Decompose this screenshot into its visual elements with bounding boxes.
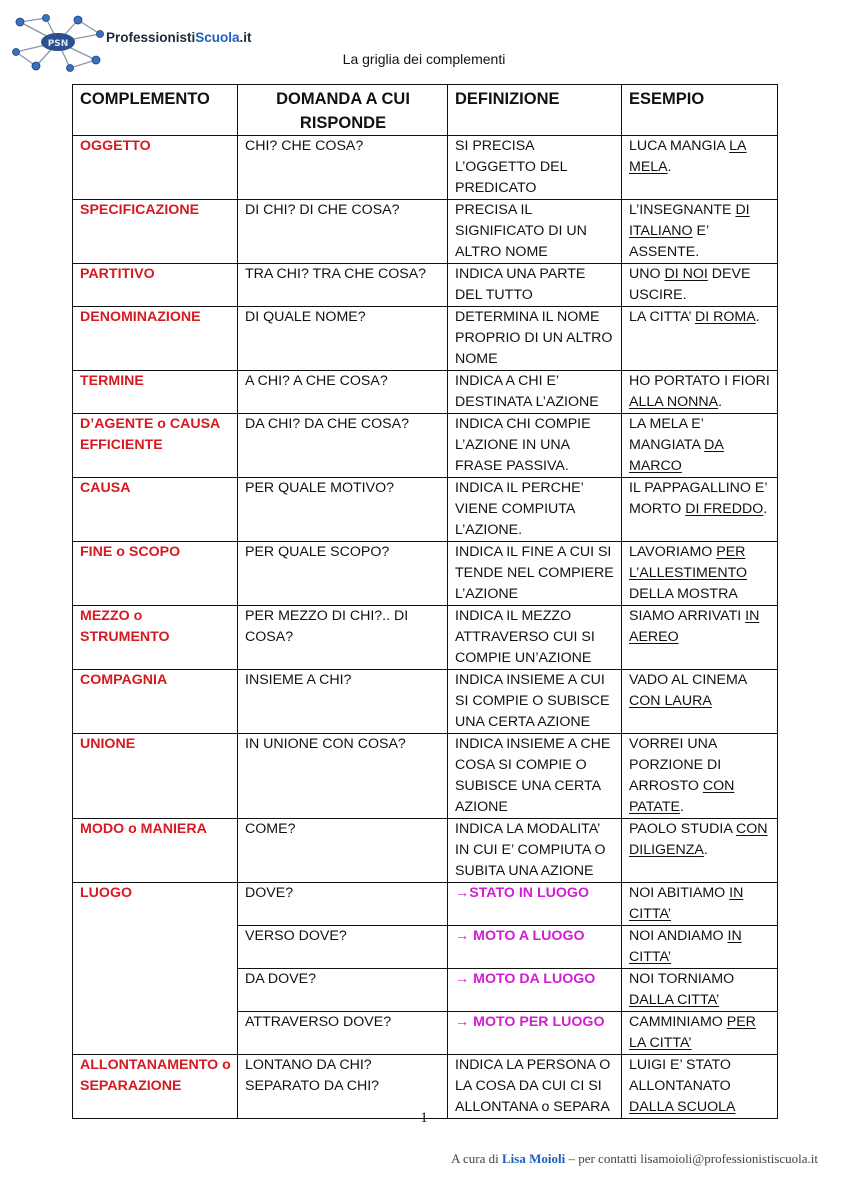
question-cell: INSIEME A CHI? — [238, 670, 448, 734]
complement-name: MODO o MANIERA — [73, 819, 238, 883]
complement-name: PARTITIVO — [73, 264, 238, 307]
example-cell: NOI TORNIAMO DALLA CITTA’ — [622, 969, 778, 1012]
question-cell: DOVE? — [238, 883, 448, 926]
table-header-row — [73, 85, 778, 136]
definition-cell: INDICA INSIEME A CHE COSA SI COMPIE O SUBISCE UNA CERTA AZIONE — [448, 734, 622, 819]
column-header-domanda: DOMANDA A CUI RISPONDE — [238, 85, 448, 136]
question-cell: PER QUALE MOTIVO? — [238, 478, 448, 542]
table-row — [73, 1055, 778, 1119]
example-cell: LA MELA E’ MANGIATA DA MARCO — [622, 414, 778, 478]
column-header-esempio: ESEMPIO — [622, 85, 778, 136]
question-cell: DI QUALE NOME? — [238, 307, 448, 371]
complement-name: OGGETTO — [73, 136, 238, 200]
example-cell: SIAMO ARRIVATI IN AEREO — [622, 606, 778, 670]
definition-cell: SI PRECISA L’OGGETTO DEL PREDICATO — [448, 136, 622, 200]
question-cell: DA DOVE? — [238, 969, 448, 1012]
question-cell: IN UNIONE CON COSA? — [238, 734, 448, 819]
table-row — [73, 606, 778, 670]
table-row — [73, 819, 778, 883]
definition-cell: PRECISA IL SIGNIFICATO DI UN ALTRO NOME — [448, 200, 622, 264]
underlined-complement: DI ITALIANO — [629, 202, 750, 239]
table-row — [73, 414, 778, 478]
definition-cell: INDICA LA PERSONA O LA COSA DA CUI CI SI ALLONTANA o SEPARA — [448, 1055, 622, 1119]
example-cell: LA CITTA’ DI ROMA. — [622, 307, 778, 371]
column-header-complemento: COMPLEMENTO — [73, 85, 238, 136]
underlined-complement: CON PATATE — [629, 778, 735, 815]
definition-cell: → MOTO A LUOGO — [448, 926, 622, 969]
complement-name: FINE o SCOPO — [73, 542, 238, 606]
table-row — [73, 478, 778, 542]
example-cell: LUCA MANGIA LA MELA. — [622, 136, 778, 200]
table-row — [73, 542, 778, 606]
complement-name: DENOMINAZIONE — [73, 307, 238, 371]
underlined-complement: CON DILIGENZA — [629, 821, 768, 858]
example-cell: LUIGI E’ STATO ALLONTANATO DALLA SCUOLA — [622, 1055, 778, 1119]
example-cell: NOI ANDIAMO IN CITTA’ — [622, 926, 778, 969]
question-cell: LONTANO DA CHI? SEPARATO DA CHI? — [238, 1055, 448, 1119]
complement-name: CAUSA — [73, 478, 238, 542]
underlined-complement: CON LAURA — [629, 693, 712, 709]
example-cell: IL PAPPAGALLINO E’ MORTO DI FREDDO. — [622, 478, 778, 542]
example-cell: LAVORIAMO PER L’ALLESTIMENTO DELLA MOSTRA — [622, 542, 778, 606]
svg-text:PSN: PSN — [47, 39, 69, 49]
definition-cell: INDICA CHI COMPIE L’AZIONE IN UNA FRASE PASSIVA. — [448, 414, 622, 478]
question-cell: PER QUALE SCOPO? — [238, 542, 448, 606]
underlined-complement: DI NOI — [664, 266, 708, 282]
definition-cell: INDICA IL PERCHE’ VIENE COMPIUTA L’AZIONE. — [448, 478, 622, 542]
question-cell: VERSO DOVE? — [238, 926, 448, 969]
column-header-definizione: DEFINIZIONE — [448, 85, 622, 136]
question-cell: CHI? CHE COSA? — [238, 136, 448, 200]
table-row — [73, 307, 778, 371]
complement-name: D’AGENTE o CAUSA EFFICIENTE — [73, 414, 238, 478]
underlined-complement: DI FREDDO — [685, 501, 764, 517]
complement-name: SPECIFICAZIONE — [73, 200, 238, 264]
underlined-complement: PER L’ALLESTIMENTO — [629, 544, 748, 581]
definition-cell: →STATO IN LUOGO — [448, 883, 622, 926]
table-row — [73, 670, 778, 734]
table-row — [73, 883, 778, 926]
underlined-complement: IN AEREO — [629, 608, 760, 645]
table-row — [73, 200, 778, 264]
definition-cell: INDICA INSIEME A CUI SI COMPIE O SUBISCE UNA CERTA AZIONE — [448, 670, 622, 734]
complement-name: COMPAGNIA — [73, 670, 238, 734]
definition-cell: → MOTO PER LUOGO — [448, 1012, 622, 1055]
example-cell: CAMMINIAMO PER LA CITTA’ — [622, 1012, 778, 1055]
underlined-complement: IN CITTA’ — [629, 885, 744, 922]
footer-author: Lisa Moioli — [502, 1151, 566, 1166]
underlined-complement: LA MELA — [629, 138, 747, 175]
underlined-complement: DALLA CITTA’ — [629, 992, 720, 1008]
question-cell: DA CHI? DA CHE COSA? — [238, 414, 448, 478]
example-cell: UNO DI NOI DEVE USCIRE. — [622, 264, 778, 307]
page-number: 1 — [420, 1110, 428, 1126]
table-row — [73, 136, 778, 200]
underlined-complement: PER LA CITTA’ — [629, 1014, 756, 1051]
definition-cell: INDICA IL MEZZO ATTRAVERSO CUI SI COMPIE UN’AZIONE — [448, 606, 622, 670]
table-row — [73, 371, 778, 414]
complement-name: TERMINE — [73, 371, 238, 414]
definition-cell: INDICA LA MODALITA’ IN CUI E’ COMPIUTA O SUBITA UNA AZIONE — [448, 819, 622, 883]
question-cell: PER MEZZO DI CHI?.. DI COSA? — [238, 606, 448, 670]
complements-table — [72, 84, 778, 1119]
definition-cell: INDICA A CHI E’ DESTINATA L’AZIONE — [448, 371, 622, 414]
question-cell: TRA CHI? TRA CHE COSA? — [238, 264, 448, 307]
question-cell: ATTRAVERSO DOVE? — [238, 1012, 448, 1055]
question-cell: A CHI? A CHE COSA? — [238, 371, 448, 414]
table-row — [73, 734, 778, 819]
question-cell: DI CHI? DI CHE COSA? — [238, 200, 448, 264]
complement-name: UNIONE — [73, 734, 238, 819]
example-cell: HO PORTATO I FIORI ALLA NONNA. — [622, 371, 778, 414]
example-cell: VORREI UNA PORZIONE DI ARROSTO CON PATATE. — [622, 734, 778, 819]
definition-cell: INDICA UNA PARTE DEL TUTTO — [448, 264, 622, 307]
underlined-complement: ALLA NONNA — [629, 394, 719, 410]
definition-cell: INDICA IL FINE A CUI SI TENDE NEL COMPIERE L’AZIONE — [448, 542, 622, 606]
example-cell: PAOLO STUDIA CON DILIGENZA. — [622, 819, 778, 883]
question-cell: COME? — [238, 819, 448, 883]
underlined-complement: IN CITTA’ — [629, 928, 742, 965]
example-cell: L’INSEGNANTE DI ITALIANO E’ ASSENTE. — [622, 200, 778, 264]
example-cell: NOI ABITIAMO IN CITTA’ — [622, 883, 778, 926]
underlined-complement: DI ROMA — [694, 309, 756, 325]
complement-name: LUOGO — [73, 883, 238, 1055]
underlined-complement: DALLA SCUOLA — [629, 1099, 736, 1115]
site-logo-text: ProfessionistiScuola.it — [106, 30, 252, 45]
table-row — [73, 264, 778, 307]
complement-name: ALLONTANAMENTO o SEPARAZIONE — [73, 1055, 238, 1119]
underlined-complement: DA MARCO — [629, 437, 724, 474]
definition-cell: DETERMINA IL NOME PROPRIO DI UN ALTRO NOME — [448, 307, 622, 371]
document-title: La griglia dei complementi — [342, 51, 506, 67]
complement-name: MEZZO o STRUMENTO — [73, 606, 238, 670]
footer-credit: A cura di Lisa Moioli – per contatti lisamoioli@professionistiscuola.it — [451, 1151, 818, 1166]
definition-cell: → MOTO DA LUOGO — [448, 969, 622, 1012]
example-cell: VADO AL CINEMA CON LAURA — [622, 670, 778, 734]
